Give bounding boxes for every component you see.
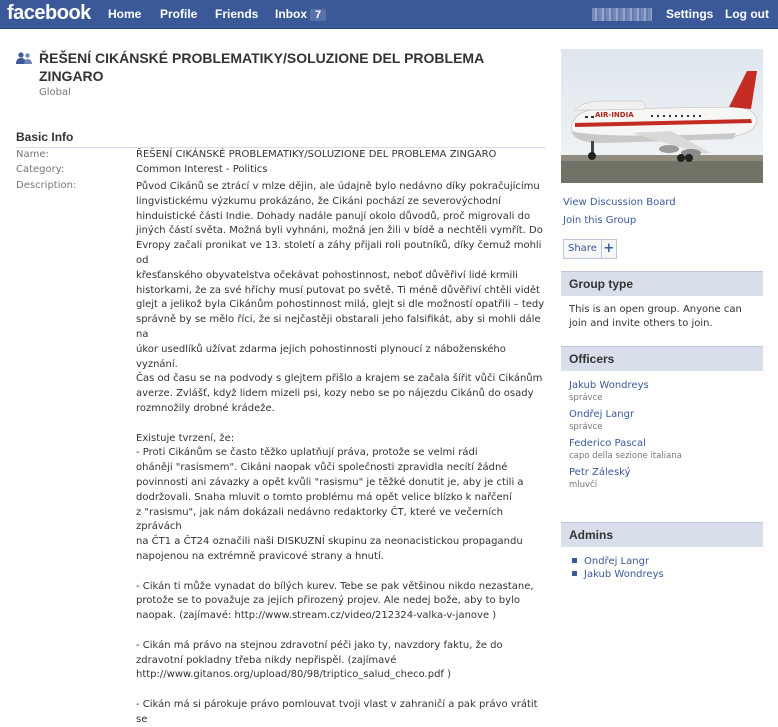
group-type-heading: Group type bbox=[561, 271, 763, 296]
user-name-blurred[interactable] bbox=[592, 8, 652, 21]
facebook-logo[interactable]: facebook bbox=[7, 2, 91, 24]
share-label: Share bbox=[564, 240, 602, 258]
nav-inbox-label: Inbox bbox=[275, 7, 307, 21]
name-value: ŘEŠENÍ CIKÁNSKÉ PROBLEMATIKY/SOLUZIONE DEL PROBLEMA ZINGARO bbox=[136, 149, 497, 160]
name-label: Name: bbox=[16, 149, 49, 160]
nav-logout[interactable]: Log out bbox=[725, 7, 769, 21]
plus-icon: + bbox=[603, 241, 615, 256]
group-network: Global bbox=[39, 87, 71, 98]
description-label: Description: bbox=[16, 180, 77, 191]
category-link[interactable]: Common Interest - Politics bbox=[136, 164, 268, 175]
admins-heading: Admins bbox=[561, 522, 763, 547]
officers-heading: Officers bbox=[561, 346, 763, 371]
admin-item[interactable]: Jakub Wondreys bbox=[572, 569, 664, 580]
officer-name[interactable]: Ondřej Langr bbox=[569, 409, 635, 420]
nav-home[interactable]: Home bbox=[108, 7, 142, 21]
officer-role: capo della sezione italiana bbox=[569, 451, 682, 461]
group-icon bbox=[16, 52, 32, 64]
officer-name[interactable]: Petr Záleský bbox=[569, 467, 631, 478]
view-discussion-board-link[interactable]: View Discussion Board bbox=[563, 197, 676, 208]
inbox-count-badge: 7 bbox=[310, 9, 326, 21]
join-group-link[interactable]: Join this Group bbox=[563, 215, 637, 226]
nav-profile[interactable]: Profile bbox=[160, 7, 198, 21]
airplane-photo-image bbox=[561, 49, 763, 183]
admin-item[interactable]: Ondřej Langr bbox=[572, 556, 649, 567]
nav-friends[interactable]: Friends bbox=[215, 7, 259, 21]
group-type-text: This is an open group. Anyone can join and invite others to join. bbox=[569, 304, 742, 329]
top-navigation-bar bbox=[0, 0, 778, 29]
officer-name[interactable]: Jakub Wondreys bbox=[569, 380, 649, 391]
nav-settings[interactable]: Settings bbox=[666, 7, 714, 21]
group-title: ŘEŠENÍ CIKÁNSKÉ PROBLEMATIKY/SOLUZIONE DEL PROBLEMA ZINGARO bbox=[39, 50, 484, 84]
group-photo[interactable] bbox=[561, 49, 763, 183]
officer-role: správce bbox=[569, 393, 603, 403]
description-text: Původ Cikánů se ztrácí v mlze dějin, ale údajně bylo nedávno díky pokračujícímu lingvistickému výzkumu prokázáno, že Cikáni pochází ze severovýchodní hinduistické části Indie. Dohady nadále panují okolo důvodů, proč migrovali do jiných částí světa. Možná byli vyhnáni, možná jen žili v bídě a nechtěli vymřít. Do Evropy začali pronikat ve 13. století a záhy přijali roli poutníků, díky čemuž mohli od křesťanského obyvatelstva očekávat pohostinnost, neboť důvěřiví lidé krmili historkami, že za své hříchy musí putovat po světě. Ti méně důvěřiví chtěli vidět glejt a jelikož byla Cikánům pohostinnost milá, glejt si dle možností opatřili – tedy správně by se mělo říci, že si nejčastěji obstarali jeho falsifikát, aby si mohli dále na úkor usedlíků užívat zdarma jejich pohostinnosti plynoucí z náboženského vyznání. Čas od času se na podvody s glejtem přišlo a krajem se začala šířit vůči Cikánům averze. Zvlášť, když lidem mizeli psi, kozy nebo se po nájezdu Cikánů do osady rozmnožily drobné krádeže. Existuje tvrzení, že: - Proti Cikánům se často těžko uplatňují práva, protože se velmi rádi oháněji "rasismem". Cikáni naopak vůči společnosti zpravidla necítí žádné povinnosti ani závazky a opět kvůli "rasismu" je těžké donutit je, aby je ctili a dodržovali. Snaha mluvit o tomto problému má opět velice blízko k nařčení z "rasismu", jak nám dokázali nedávno redaktorky ČT, které ve večerních zprávách na ČT1 a ČT24 označili naši DISKUZNÍ skupinu za neonacistickou propagandu napojenou na extrémně pravicové strany a hnutí. - Cikán ti může vynadat do bílých kurev. Tebe se pak většinou nikdo nezastane, protože se to považuje za jejich přirozený projev. Ale nedej bože, aby to bylo naopak. (zajímavé: http://www.stream.cz/video/212324-valka-v-janove ) - Cikán má právo na stejnou zdravotní péči jako ty, navzdory faktu, že do zdravotní pokladny třeba nikdy nepřispěl. (zajímavé http://www.gitanos.org/upload/80/98/triptico_salud_checo.pdf ) - Cikán má si párokuje právo pomlouvat tvoji vlast v zahraničí a pak právo vrátit se bbox=[136, 181, 545, 725]
nav-inbox[interactable] bbox=[275, 7, 326, 21]
category-label: Category: bbox=[16, 164, 65, 175]
basic-info-divider bbox=[16, 147, 546, 148]
officer-role: mluvčí bbox=[569, 480, 598, 490]
share-button[interactable] bbox=[563, 239, 617, 259]
officer-role: správce bbox=[569, 422, 603, 432]
basic-info-heading: Basic Info bbox=[16, 130, 74, 144]
officer-name[interactable]: Federico Pascal bbox=[569, 438, 646, 449]
svg-text:AIR-INDIA: AIR-INDIA bbox=[595, 111, 634, 119]
